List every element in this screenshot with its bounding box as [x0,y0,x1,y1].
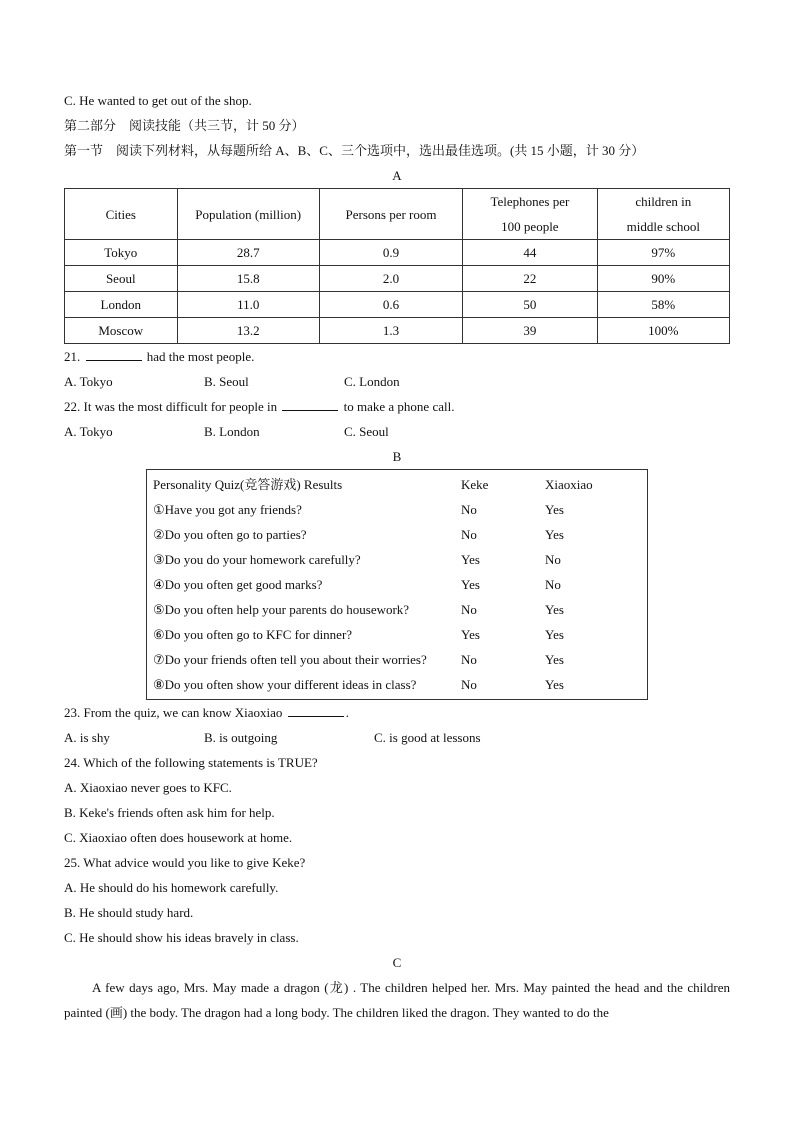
quiz-keke-answer: No [461,677,477,692]
quiz-question: ②Do you often go to parties? [153,527,307,542]
cell-persons: 0.9 [319,240,462,266]
q23-option-a: A. is shy [64,730,110,745]
city-table [64,188,730,344]
quiz-row [147,547,647,572]
quiz-row [147,672,647,697]
answer-blank [282,398,338,411]
q22-option-b: B. London [204,424,260,439]
table-header-row [65,189,730,240]
quiz-keke-answer: Yes [461,577,480,592]
q22-pre: 22. It was the most difficult for people in [64,399,278,414]
table-row [65,318,730,344]
passage-a-label: A [392,168,402,183]
q23-post: . [345,705,349,720]
cell-population: 15.8 [177,266,319,292]
quiz-keke-answer: Yes [461,552,480,567]
quiz-xiaoxiao-answer: Yes [545,677,564,692]
quiz-keke-answer: Yes [461,627,480,642]
q25-option-b: B. He should study hard. [64,905,194,920]
table-row [65,292,730,318]
cell-telephones: 50 [463,292,597,318]
header-cities: Cities [65,189,178,240]
header-telephones-line2: 100 people [501,219,559,234]
quiz-header-keke: Keke [461,477,489,492]
cell-telephones: 22 [463,266,597,292]
q23-pre: 23. From the quiz, we can know Xiaoxiao [64,705,283,720]
quiz-question: ④Do you often get good marks? [153,577,323,592]
question-24: 24. Which of the following statements is TRUE? [64,755,318,770]
cell-city: London [65,292,178,318]
q22-option-a: A. Tokyo [64,424,113,439]
quiz-xiaoxiao-answer: Yes [545,502,564,517]
answer-blank [86,348,142,361]
header-children [597,189,729,240]
q21-options [64,369,730,394]
cell-persons: 1.3 [319,318,462,344]
cell-population: 11.0 [177,292,319,318]
q22-post: to make a phone call. [343,399,455,414]
cell-children: 100% [597,318,729,344]
passage-b-label: B [392,449,402,464]
quiz-keke-answer: No [461,602,477,617]
exam-page [64,88,730,1025]
header-children-line2: middle school [626,219,700,234]
quiz-keke-answer: No [461,527,477,542]
cell-children: 97% [597,240,729,266]
header-telephones-line1: Telephones per [490,194,570,209]
quiz-question: ③Do you do your homework carefully? [153,552,361,567]
answer-blank [288,704,344,717]
personality-quiz-table [146,469,648,700]
q21-number: 21. [64,349,81,364]
table-row [65,266,730,292]
cell-city: Moscow [65,318,178,344]
cell-persons: 2.0 [319,266,462,292]
header-telephones [463,189,597,240]
part-title: 第二部分 阅读技能（共三节，计 50 分） [64,118,305,133]
quiz-row [147,597,647,622]
cell-city: Tokyo [65,240,178,266]
table-row [65,240,730,266]
section-title: 第一节 阅读下列材料，从每题所给 A、B、C、三个选项中，选出最佳选项。(共 15 小题，计 30 分） [64,143,645,158]
quiz-row [147,522,647,547]
quiz-row [147,622,647,647]
q21-text: had the most people. [146,349,255,364]
quiz-question: ⑦Do your friends often tell you about their worries? [153,652,427,667]
quiz-xiaoxiao-answer: Yes [545,602,564,617]
quiz-keke-answer: No [461,652,477,667]
cell-persons: 0.6 [319,292,462,318]
question-25: 25. What advice would you like to give Keke? [64,855,306,870]
quiz-xiaoxiao-answer: No [545,552,561,567]
cell-children: 58% [597,292,729,318]
quiz-question: ⑥Do you often go to KFC for dinner? [153,627,353,642]
q22-option-c: C. Seoul [344,424,389,439]
q23-option-c: C. is good at lessons [374,730,481,745]
q23-options [64,725,730,750]
quiz-row [147,572,647,597]
quiz-question: ⑤Do you often help your parents do housework? [153,602,410,617]
cell-children: 90% [597,266,729,292]
quiz-row [147,647,647,672]
header-population: Population (million) [177,189,319,240]
quiz-header-row [147,472,647,497]
q23-option-b: B. is outgoing [204,730,278,745]
question-23 [64,700,730,725]
q21-option-c: C. London [344,374,400,389]
q21-option-a: A. Tokyo [64,374,113,389]
q24-option-a: A. Xiaoxiao never goes to KFC. [64,780,232,795]
quiz-header-question: Personality Quiz(竞答游戏) Results [153,477,343,492]
cell-population: 13.2 [177,318,319,344]
cell-telephones: 39 [463,318,597,344]
q21-option-b: B. Seoul [204,374,249,389]
q22-options [64,419,730,444]
header-persons: Persons per room [319,189,462,240]
passage-c-label: C [392,955,402,970]
quiz-xiaoxiao-answer: Yes [545,527,564,542]
q25-option-c: C. He should show his ideas bravely in class. [64,930,299,945]
quiz-question: ⑧Do you often show your different ideas in class? [153,677,417,692]
quiz-question: ①Have you got any friends? [153,502,302,517]
quiz-row [147,497,647,522]
intro-option: C. He wanted to get out of the shop. [64,93,252,108]
question-21 [64,344,730,369]
quiz-xiaoxiao-answer: Yes [545,627,564,642]
cell-city: Seoul [65,266,178,292]
header-children-line1: children in [635,194,692,209]
q24-option-c: C. Xiaoxiao often does housework at home. [64,830,293,845]
cell-population: 28.7 [177,240,319,266]
quiz-keke-answer: No [461,502,477,517]
question-22 [64,394,730,419]
quiz-header-xiaoxiao: Xiaoxiao [545,477,593,492]
q25-option-a: A. He should do his homework carefully. [64,880,279,895]
cell-telephones: 44 [463,240,597,266]
passage-c-text: A few days ago, Mrs. May made a dragon (龙) . The children helped her. Mrs. May painted the head and the children painted (画) the body. The dragon had a long body. The children liked the dragon. They wanted to do the [64,980,730,1020]
quiz-xiaoxiao-answer: Yes [545,652,564,667]
q24-option-b: B. Keke's friends often ask him for help. [64,805,275,820]
quiz-xiaoxiao-answer: No [545,577,561,592]
